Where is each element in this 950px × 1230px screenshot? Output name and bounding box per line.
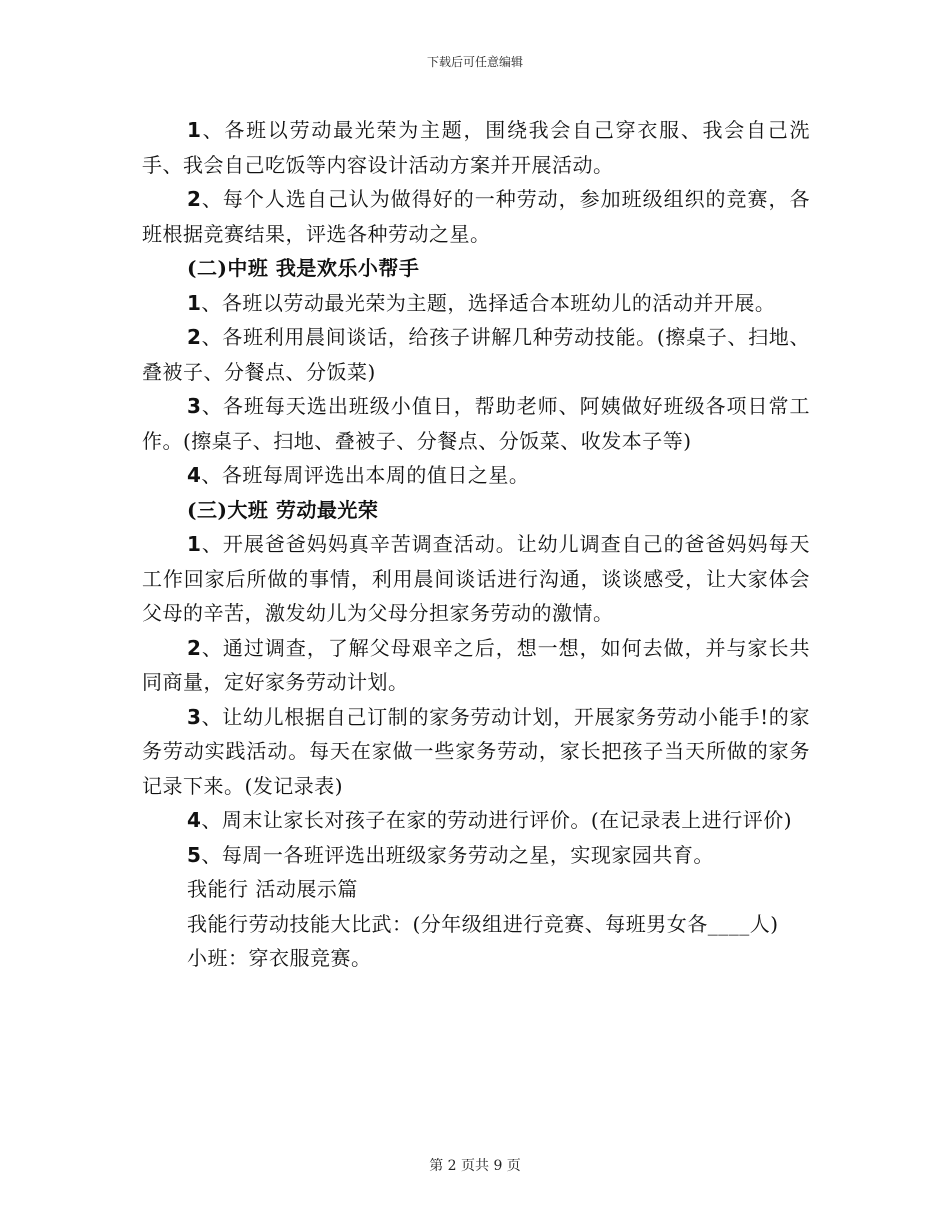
page-header: 下载后可任意编辑 [426, 55, 523, 69]
section-title-showcase: 我能行 活动展示篇 [187, 877, 358, 901]
paragraph-11 [142, 838, 810, 873]
paragraph-2 [142, 182, 810, 251]
paragraph-9 [142, 700, 810, 804]
paragraph-text: 、各班每天选出班级小值日，帮助老师、阿姨做好班级各项日常工作。(擦桌子、扫地、叠被子、分餐点、分饭菜、收发本子等) [142, 394, 810, 453]
item-number: 1 [187, 532, 202, 556]
document-body [142, 113, 810, 976]
section-heading-senior-class: (三)大班 劳动最光荣 [187, 497, 379, 522]
item-number: 4 [187, 808, 202, 832]
paragraph-4 [142, 320, 810, 389]
paragraph-competition: 我能行劳动技能大比武：(分年级组进行竞赛、每班男女各____人) [187, 911, 779, 936]
paragraph-text: 、各班利用晨间谈话，给孩子讲解几种劳动技能。(擦桌子、扫地、叠被子、分餐点、分饭菜) [142, 325, 810, 384]
paragraph-7 [142, 527, 810, 631]
paragraph-1 [142, 113, 810, 182]
item-number: 1 [187, 118, 202, 142]
paragraph-5 [142, 389, 810, 458]
item-number: 2 [187, 187, 202, 211]
paragraph-8 [142, 631, 810, 700]
item-number: 2 [187, 325, 202, 349]
paragraph-text: 、各班以劳动最光荣为主题，围绕我会自己穿衣服、我会自己洗手、我会自己吃饭等内容设计活动方案并开展活动。 [142, 118, 810, 177]
item-number: 2 [187, 635, 202, 660]
paragraph-text: 、通过调查，了解父母艰辛之后，想一想，如何去做，并与家长共同商量，定好家务劳动计划。 [142, 635, 810, 694]
paragraph-small-class: 小班：穿衣服竞赛。 [187, 946, 372, 970]
section-heading-middle-class: (二)中班 我是欢乐小帮手 [187, 256, 420, 280]
paragraph-6 [142, 458, 810, 493]
paragraph-text: 、让幼儿根据自己订制的家务劳动计划，开展家务劳动小能手!的家务劳动实践活动。每天在家做一些家务劳动，家长把孩子当天所做的家务记录下来。(发记录表) [142, 704, 810, 798]
item-number: 5 [187, 842, 202, 867]
paragraph-text: 、周末让家长对孩子在家的劳动进行评价。(在记录表上进行评价) [201, 808, 793, 832]
paragraph-text: 、每周一各班评选出班级家务劳动之星，实现家园共育。 [201, 842, 714, 867]
paragraph-text: 、各班每周评选出本周的值日之星。 [201, 463, 530, 487]
paragraph-text: 、开展爸爸妈妈真辛苦调查活动。让幼儿调查自己的爸爸妈妈每天工作回家后所做的事情，利用晨间谈话进行沟通，谈谈感受，让大家体会父母的辛苦，激发幼儿为父母分担家务劳动的激情。 [142, 532, 810, 625]
page-footer: 第 2 页共 9 页 [429, 1158, 521, 1174]
paragraph-text: 、每个人选自己认为做得好的一种劳动，参加班级组织的竞赛，各班根据竞赛结果，评选各种劳动之星。 [142, 187, 810, 246]
item-number: 3 [187, 394, 202, 418]
item-number: 1 [187, 290, 202, 315]
paragraph-text: 、各班以劳动最光荣为主题，选择适合本班幼儿的活动并开展。 [201, 290, 776, 315]
paragraph-10 [142, 803, 810, 838]
item-number: 4 [187, 463, 202, 487]
item-number: 3 [187, 704, 202, 729]
paragraph-3 [142, 286, 810, 321]
